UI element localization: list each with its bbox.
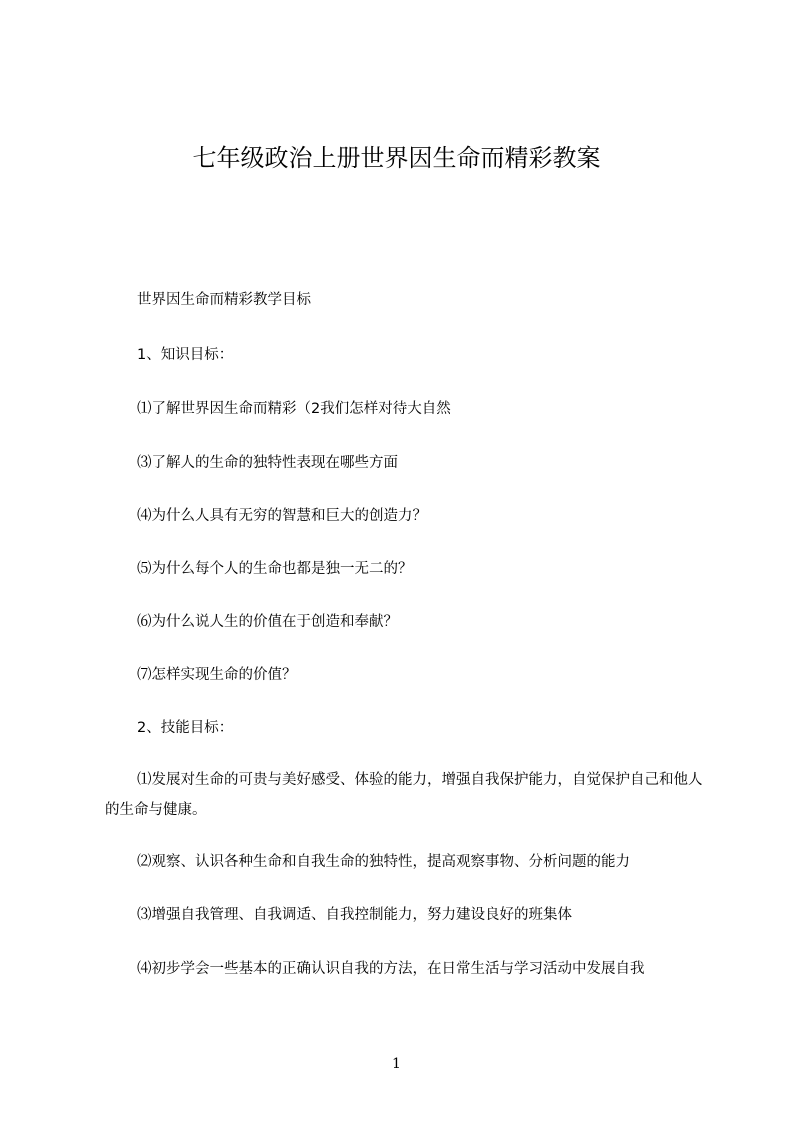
- knowledge-goal-item: ⑷为什么人具有无穷的智慧和巨大的创造力？: [137, 508, 427, 524]
- skill-goals-heading: 2、技能目标：: [137, 720, 234, 736]
- document-title: 七年级政治上册世界因生命而精彩教案: [192, 144, 601, 172]
- knowledge-goals-heading: 1、知识目标：: [137, 347, 234, 363]
- skill-goal-item: ⑶增强自我管理、自我调适、自我控制能力，努力建设良好的班集体: [137, 907, 572, 923]
- knowledge-goal-item: ⑴了解世界因生命而精彩（2我们怎样对待大自然: [137, 401, 451, 417]
- knowledge-goal-item: ⑶了解人的生命的独特性表现在哪些方面: [137, 455, 398, 471]
- skill-goal-item: ⑷初步学会一些基本的正确认识自我的方法，在日常生活与学习活动中发展自我: [137, 961, 645, 977]
- page-number: 1: [392, 1056, 401, 1072]
- knowledge-goal-item: ⑺怎样实现生命的价值？: [137, 667, 297, 683]
- skill-goal-item: ⑵观察、认识各种生命和自我生命的独特性，提高观察事物、分析问题的能力: [137, 854, 630, 870]
- skill-goal-paragraph: ⑴发展对生命的可贵与美好感受、体验的能力，增强自我保护能力，自觉保护自己和他人的生命与健康。: [105, 772, 703, 818]
- knowledge-goal-item: ⑸为什么每个人的生命也都是独一无二的？: [137, 561, 413, 577]
- section-heading-teaching-goals: 世界因生命而精彩教学目标: [137, 292, 311, 308]
- knowledge-goal-item: ⑹为什么说人生的价值在于创造和奉献？: [137, 614, 398, 630]
